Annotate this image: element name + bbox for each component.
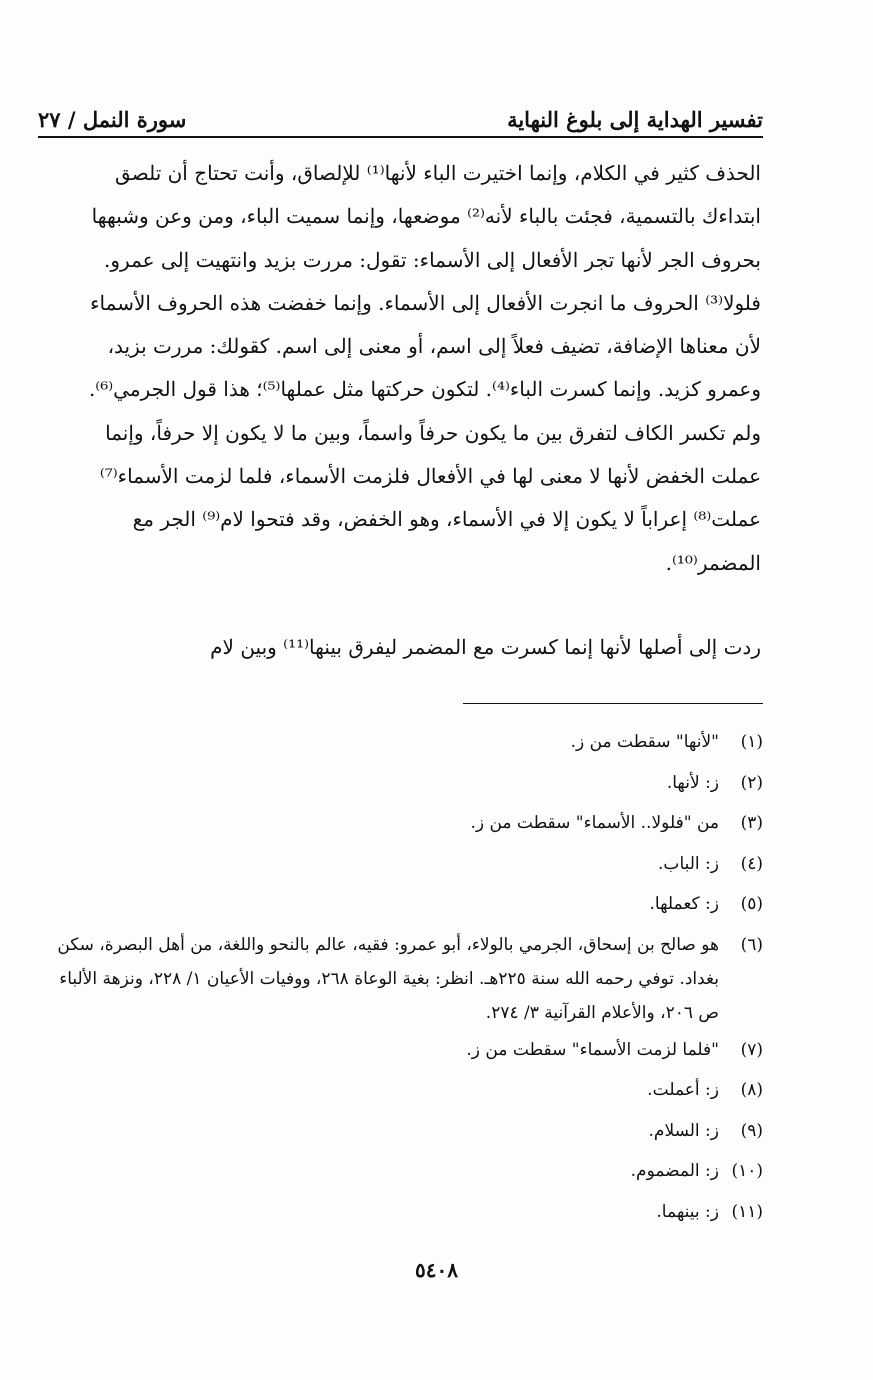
footnote-number: (٨) — [740, 1080, 763, 1100]
footnote-text: "فلما لزمت الأسماء" سقطت من ز. — [466, 1039, 719, 1060]
footnote-number: (٩) — [740, 1120, 763, 1141]
footnote-number: (٦) — [740, 934, 763, 955]
footnote-text: ز: المضموم. — [630, 1161, 719, 1181]
body-tail-line: ردت إلى أصلها لأنها إنما كسرت مع المضمر ليفرق بينها⁽¹¹⁾ وبين لام — [210, 635, 761, 659]
footnote-text: ز: لأنها. — [666, 772, 719, 793]
footnote — [45, 763, 763, 804]
footnote-text: ز: الباب. — [658, 853, 719, 874]
main-text — [50, 152, 761, 585]
body-line: وعمرو كزيد. وإنما كسرت الباء⁽⁴⁾. لتكون حركتها مثل عملها⁽⁵⁾؛ هذا قول الجرمي⁽⁶⁾. — [88, 377, 761, 402]
body-line: المضمر⁽¹⁰⁾. — [665, 550, 761, 575]
body-line: ولم تكسر الكاف لتفرق بين ما يكون حرفاً واسماً، وبين ما لا يكون إلا حرفاً، وإنما — [105, 420, 761, 445]
footnote-number: (٣) — [740, 813, 763, 833]
footnote-number: (١٠) — [731, 1161, 763, 1181]
footnote-number: (٤) — [740, 853, 763, 874]
footnote — [45, 844, 763, 885]
footnote-text: ز: أعملت. — [647, 1080, 719, 1100]
footnote-text: ز: كعملها. — [649, 894, 719, 914]
body-line: بحروف الجر لأنها تجر الأفعال إلى الأسماء: تقول: مررت بزيد وانتهيت إلى عمرو. — [104, 247, 761, 272]
footnote — [45, 884, 763, 925]
footnote-number: (١) — [740, 732, 763, 752]
footnote — [45, 1192, 763, 1233]
footnote — [45, 803, 763, 844]
body-line: ابتداءك بالتسمية، فجئت بالباء لأنه⁽²⁾ موضعها، وإنما سميت الباء، ومن وعن وشبهها — [91, 204, 761, 229]
footnote-number: (٢) — [740, 772, 763, 793]
body-line: عملت الخفض لأنها لا معنى لها في الأفعال فلزمت الأسماء، فلما لزمت الأسماء⁽⁷⁾ — [99, 464, 761, 489]
footnote — [45, 1070, 763, 1111]
footnote — [45, 1151, 763, 1192]
footnote-text: ز: بينهما. — [656, 1201, 719, 1222]
body-line: عملت⁽⁸⁾ إعراباً لا يكون إلا في الأسماء، وهو الخفض، وقد فتحوا لام⁽⁹⁾ الجر مع — [132, 507, 761, 532]
body-line: فلولا⁽³⁾ الحروف ما انجرت الأفعال إلى الأسماء. وإنما خفضت هذه الحروف الأسماء — [90, 290, 761, 315]
running-header — [38, 98, 763, 138]
footnote-text: من "فلولا.. الأسماء" سقطت من ز. — [470, 813, 719, 833]
body-line: لأن معناها الإضافة، تضيف فعلاً إلى اسم، أو معنى إلى اسم. كقولك: مررت بزيد، — [107, 334, 761, 359]
footnote-text: ز: السلام. — [648, 1120, 719, 1141]
footnote-separator — [463, 703, 763, 704]
footnote — [45, 1111, 763, 1152]
footnote-number: (٥) — [740, 894, 763, 914]
footnote — [45, 1030, 763, 1071]
footnote-number: (١١) — [731, 1201, 763, 1222]
book-title: تفسير الهداية إلى بلوغ النهاية — [507, 107, 763, 132]
surah-page-label: سورة النمل / ٢٧ — [38, 107, 187, 132]
footnote-text: "لأنها" سقطت من ز. — [570, 732, 719, 752]
footnotes — [45, 722, 763, 1232]
footnote-text: هو صالح بن إسحاق، الجرمي بالولاء، أبو عمرو: فقيه، عالم بالنحو واللغة، من أهل البصرة، سكن بغداد. توفي رحمه الله سنة ٢٢٥هـ. انظر: بغية الوعاة ٢٦٨، ووفيات الأعيان ١/ ٢٢٨، ونزهة الألباء ص ٢٠٦، والأعلام القرآنية ٣/ ٢٧٤. — [57, 934, 719, 1023]
body-line: الحذف كثير في الكلام، وإنما اختيرت الباء لأنها⁽¹⁾ للإلصاق، وأنت تحتاج أن تلصق — [115, 161, 761, 185]
footnote — [45, 722, 763, 763]
footnote-number: (٧) — [740, 1039, 763, 1060]
page-number: ٥٤٠٨ — [415, 1258, 458, 1282]
footnote — [45, 925, 763, 1030]
